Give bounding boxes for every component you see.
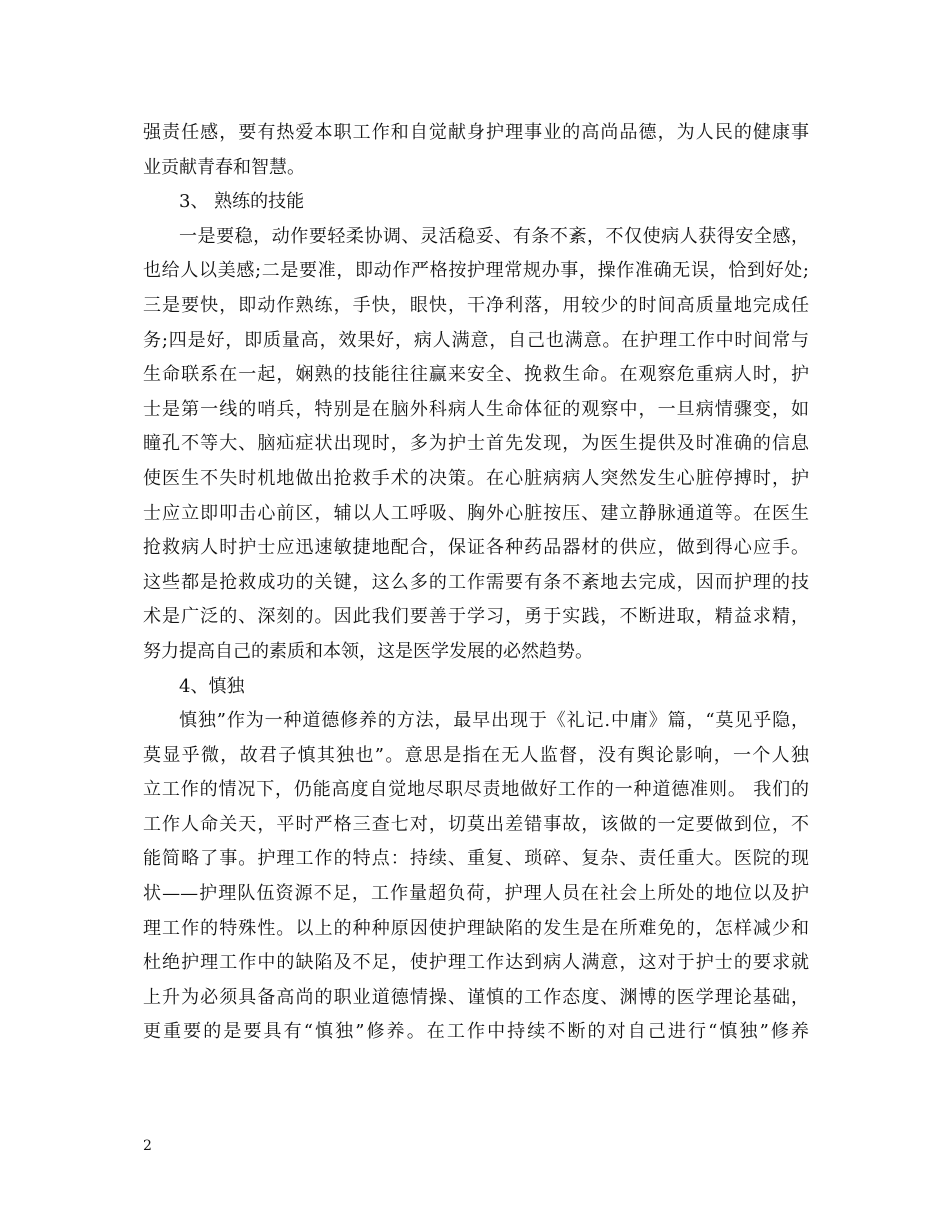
text-line: 瞳孔不等大、脑疝症状出现时，多为护士首先发现，为医生提供及时准确的信息 <box>143 433 809 455</box>
text-line: 能简略了事。护理工作的特点：持续、重复、琐碎、复杂、责任重大。医院的现 <box>143 848 809 870</box>
text-line: 4、慎独 <box>179 675 245 697</box>
text-line: 一是要稳，动作要轻柔协调、灵活稳妥、有条不紊，不仅使病人获得安全感， <box>179 225 809 247</box>
text-line: 生命联系在一起，娴熟的技能往往赢来安全、挽救生命。在观察危重病人时，护 <box>143 364 809 386</box>
text-line: 士是第一线的哨兵，特别是在脑外科病人生命体征的观察中，一旦病情骤变，如 <box>143 398 809 420</box>
text-line: 理工作的特殊性。以上的种种原因使护理缺陷的发生是在所难免的，怎样减少和 <box>143 917 809 939</box>
document-body <box>143 116 809 1050</box>
text-line: 3、 熟练的技能 <box>179 191 305 213</box>
text-line: 也给人以美感;二是要准，即动作严格按护理常规办事，操作准确无误，恰到好处; <box>143 260 809 282</box>
text-line: 更重要的是要具有“慎独”修养。在工作中持续不断的对自己进行“慎独”修养 <box>143 1021 809 1043</box>
text-line: 这些都是抢救成功的关键，这么多的工作需要有条不紊地去完成，因而护理的技 <box>143 571 809 593</box>
text-line: 使医生不失时机地做出抢救手术的决策。在心脏病病人突然发生心脏停搏时，护 <box>143 467 809 489</box>
page-number: 2 <box>143 1138 152 1154</box>
text-line: 术是广泛的、深刻的。因此我们要善于学习，勇于实践，不断进取，精益求精， <box>143 606 809 628</box>
text-line: 努力提高自己的素质和本领，这是医学发展的必然趋势。 <box>143 640 593 662</box>
text-line: 士应立即叩击心前区，辅以人工呼吸、胸外心脏按压、建立静脉通道等。在医生 <box>143 502 809 524</box>
text-line: 慎独”作为一种道德修养的方法，最早出现于《礼记.中庸》篇，“莫见乎隐， <box>179 710 809 732</box>
text-line: 工作人命关天，平时严格三查七对，切莫出差错事故，该做的一定要做到位，不 <box>143 813 809 835</box>
text-line: 立工作的情况下，仍能高度自觉地尽职尽责地做好工作的一种道德准则。 我们的 <box>143 779 809 801</box>
text-line: 务;四是好，即质量高，效果好，病人满意，自己也满意。在护理工作中时间常与 <box>143 329 809 351</box>
text-line: 三是要快，即动作熟练，手快，眼快，干净利落，用较少的时间高质量地完成任 <box>143 294 809 316</box>
text-line: 杜绝护理工作中的缺陷及不足，使护理工作达到病人满意，这对于护士的要求就 <box>143 952 809 974</box>
text-line: 业贡献青春和智慧。 <box>143 156 305 178</box>
text-line: 状——护理队伍资源不足，工作量超负荷，护理人员在社会上所处的地位以及护 <box>143 883 809 905</box>
text-line: 抢救病人时护士应迅速敏捷地配合，保证各种药品器材的供应，做到得心应手。 <box>143 537 809 559</box>
text-line: 莫显乎微，故君子慎其独也”。意思是指在无人监督，没有舆论影响，一个人独 <box>143 744 809 766</box>
text-line: 上升为必须具备高尚的职业道德情操、谨慎的工作态度、渊博的医学理论基础， <box>143 986 809 1008</box>
text-line: 强责任感，要有热爱本职工作和自觉献身护理事业的高尚品德，为人民的健康事 <box>143 122 809 143</box>
